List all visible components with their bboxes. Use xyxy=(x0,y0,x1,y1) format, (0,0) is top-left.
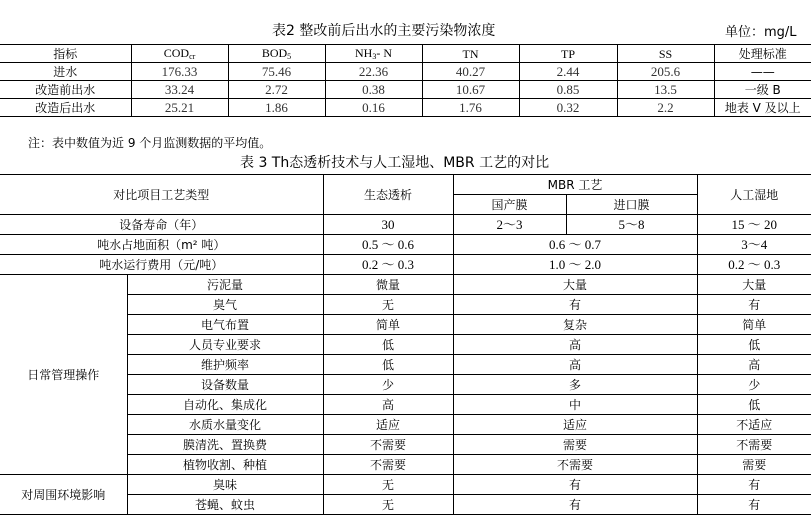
row-label: 改造后出水 xyxy=(0,99,131,117)
cell-ss: 13.5 xyxy=(617,81,714,99)
header-nh xyxy=(325,45,422,63)
table2-header-row xyxy=(0,45,811,63)
cell-tn: 10.67 xyxy=(422,81,519,99)
cell-wetland: 少 xyxy=(697,375,811,395)
table3-header-row xyxy=(0,175,811,195)
cell-tn: 1.76 xyxy=(422,99,519,117)
cell-eco: 不需要 xyxy=(323,435,453,455)
header-item: 对比项目工艺类型 xyxy=(0,175,323,215)
cell-bod: 2.72 xyxy=(228,81,325,99)
cell-cod: 25.21 xyxy=(131,99,228,117)
row-label: 水质水量变化 xyxy=(127,415,323,435)
cell-bod: 75.46 xyxy=(228,63,325,81)
cell-eco: 适应 xyxy=(323,415,453,435)
cell-wetland: 需要 xyxy=(697,455,811,475)
header-mbr: MBR 工艺 xyxy=(453,175,697,195)
cell-eco: 0.5 ～ 0.6 xyxy=(323,235,453,255)
row-label: 吨水占地面积（m² 吨） xyxy=(0,235,323,255)
cell-eco: 30 xyxy=(323,215,453,235)
row-label: 人员专业要求 xyxy=(127,335,323,355)
cell-eco: 无 xyxy=(323,295,453,315)
cell-mbr: 有 xyxy=(453,475,697,495)
cell-nh: 0.38 xyxy=(325,81,422,99)
table-row xyxy=(0,275,811,295)
row-label: 苍蝇、蚊虫 xyxy=(127,495,323,515)
table-row xyxy=(0,99,811,117)
row-label: 改造前出水 xyxy=(0,81,131,99)
table3 xyxy=(0,174,811,515)
cell-eco: 微量 xyxy=(323,275,453,295)
cell-tp: 2.44 xyxy=(519,63,617,81)
cell-eco: 简单 xyxy=(323,315,453,335)
row-label: 自动化、集成化 xyxy=(127,395,323,415)
cell-mbr: 复杂 xyxy=(453,315,697,335)
table-row xyxy=(0,81,811,99)
header-tp: TP xyxy=(519,45,617,63)
cell-ss: 205.6 xyxy=(617,63,714,81)
cell-mbr: 不需要 xyxy=(453,455,697,475)
header-bod-sub: 5 xyxy=(287,51,292,61)
cell-eco: 无 xyxy=(323,495,453,515)
header-nh-suffix: - N xyxy=(376,45,392,60)
row-label: 电气布置 xyxy=(127,315,323,335)
row-label: 臭味 xyxy=(127,475,323,495)
cell-wetland: 不需要 xyxy=(697,435,811,455)
cell-mbr: 0.6 ～ 0.7 xyxy=(453,235,697,255)
cell-wetland: 有 xyxy=(697,295,811,315)
header-wetland: 人工湿地 xyxy=(697,175,811,215)
table-row xyxy=(0,235,811,255)
table2 xyxy=(0,44,811,117)
row-label: 维护频率 xyxy=(127,355,323,375)
table-row xyxy=(0,255,811,275)
group-daily-management: 日常管理操作 xyxy=(0,275,127,475)
row-label: 膜清洗、置换费 xyxy=(127,435,323,455)
header-standard: 处理标准 xyxy=(714,45,811,63)
header-tn: TN xyxy=(422,45,519,63)
cell-eco: 不需要 xyxy=(323,455,453,475)
table2-unit: 单位：mg/L xyxy=(725,25,797,40)
group-environment-impact: 对周围环境影响 xyxy=(0,475,127,515)
row-label: 设备寿命（年） xyxy=(0,215,323,235)
cell-tp: 0.32 xyxy=(519,99,617,117)
header-mbr-import: 进口膜 xyxy=(566,195,697,215)
header-bod-text: BOD xyxy=(261,45,288,60)
cell-mbr: 大量 xyxy=(453,275,697,295)
table-row xyxy=(0,475,811,495)
cell-eco: 无 xyxy=(323,475,453,495)
cell-wetland: 高 xyxy=(697,355,811,375)
cell-wetland: 0.2 ～ 0.3 xyxy=(697,255,811,275)
cell-mbr: 高 xyxy=(453,335,697,355)
table2-caption: 表2 整改前后出水的主要污染物浓度 xyxy=(272,23,496,39)
cell-eco: 低 xyxy=(323,355,453,375)
cell-mbr: 有 xyxy=(453,295,697,315)
header-nh-sub: 3 xyxy=(372,51,377,61)
header-eco: 生态透析 xyxy=(323,175,453,215)
header-indicator: 指标 xyxy=(0,45,131,63)
cell-mbr: 1.0 ～ 2.0 xyxy=(453,255,697,275)
cell-tn: 40.27 xyxy=(422,63,519,81)
cell-mbr: 适应 xyxy=(453,415,697,435)
cell-wetland: 不适应 xyxy=(697,415,811,435)
table2-note: 注：表中数值为近 9 个月监测数据的平均值。 xyxy=(28,136,272,150)
cell-standard: 一级 B xyxy=(714,81,811,99)
cell-wetland: 有 xyxy=(697,495,811,515)
cell-eco: 低 xyxy=(323,335,453,355)
cell-wetland: 15 ～ 20 xyxy=(697,215,811,235)
row-label: 污泥量 xyxy=(127,275,323,295)
row-label: 进水 xyxy=(0,63,131,81)
cell-wetland: 低 xyxy=(697,335,811,355)
cell-mbr: 高 xyxy=(453,355,697,375)
header-bod xyxy=(228,45,325,63)
table3-caption: 表 3 Th态透析技术与人工湿地、MBR 工艺的对比 xyxy=(240,155,550,171)
table-row xyxy=(0,215,811,235)
cell-wetland: 简单 xyxy=(697,315,811,335)
cell-mbr: 需要 xyxy=(453,435,697,455)
row-label: 臭气 xyxy=(127,295,323,315)
cell-wetland: 3～4 xyxy=(697,235,811,255)
row-label: 植物收割、种植 xyxy=(127,455,323,475)
cell-tp: 0.85 xyxy=(519,81,617,99)
cell-standard: 地表 V 及以上 xyxy=(714,99,811,117)
cell-eco: 高 xyxy=(323,395,453,415)
cell-mbr-import: 5～8 xyxy=(566,215,697,235)
cell-nh: 22.36 xyxy=(325,63,422,81)
cell-eco: 少 xyxy=(323,375,453,395)
cell-cod: 176.33 xyxy=(131,63,228,81)
cell-mbr: 有 xyxy=(453,495,697,515)
cell-nh: 0.16 xyxy=(325,99,422,117)
header-ss: SS xyxy=(617,45,714,63)
cell-bod: 1.86 xyxy=(228,99,325,117)
cell-wetland: 大量 xyxy=(697,275,811,295)
cell-mbr: 多 xyxy=(453,375,697,395)
header-cod-text: COD xyxy=(163,45,190,60)
cell-cod: 33.24 xyxy=(131,81,228,99)
cell-eco: 0.2 ～ 0.3 xyxy=(323,255,453,275)
cell-wetland: 有 xyxy=(697,475,811,495)
row-label: 设备数量 xyxy=(127,375,323,395)
table-row xyxy=(0,63,811,81)
cell-wetland: 低 xyxy=(697,395,811,415)
header-nh-text: NH xyxy=(354,45,373,60)
cell-ss: 2.2 xyxy=(617,99,714,117)
row-label: 吨水运行费用（元/吨） xyxy=(0,255,323,275)
header-cod xyxy=(131,45,228,63)
cell-mbr-domestic: 2～3 xyxy=(453,215,566,235)
header-mbr-domestic: 国产膜 xyxy=(453,195,566,215)
header-cod-sub: cr xyxy=(189,51,196,61)
cell-standard: —— xyxy=(714,63,811,81)
cell-mbr: 中 xyxy=(453,395,697,415)
